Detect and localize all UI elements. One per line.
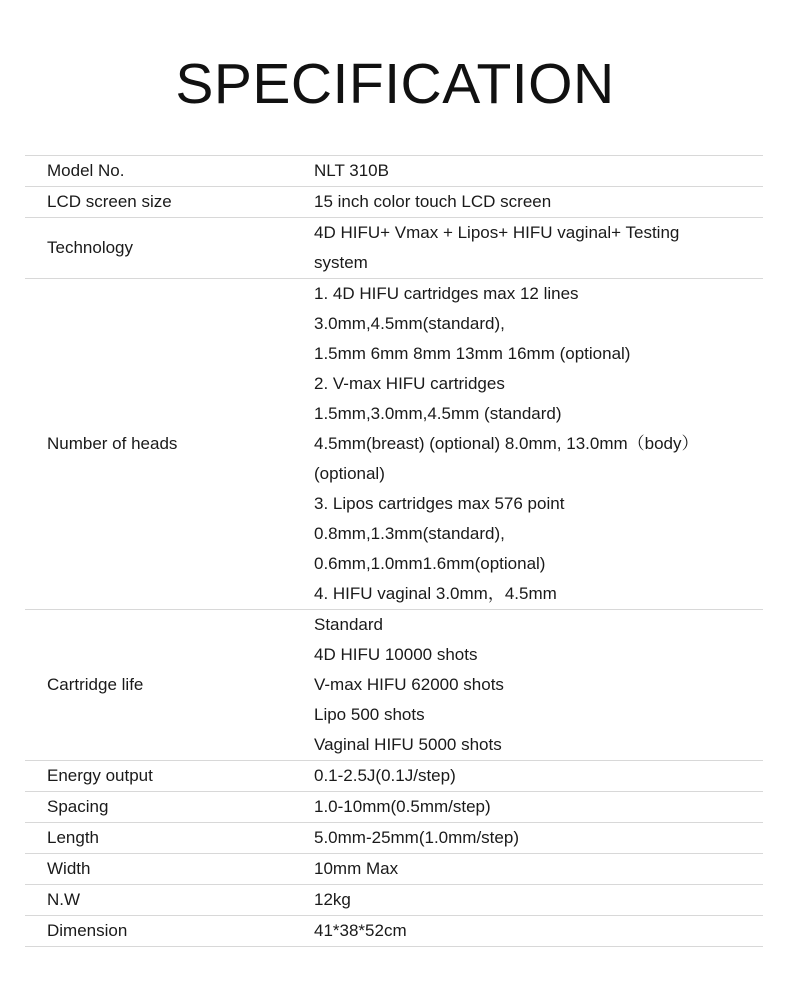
- spec-label-cell: Spacing: [47, 797, 109, 816]
- spec-value-line: 5.0mm-25mm(1.0mm/step): [314, 828, 519, 847]
- table-row: [25, 916, 763, 947]
- spec-value-line: NLT 310B: [314, 161, 389, 180]
- spec-value-cell: [312, 916, 763, 947]
- specification-table-body: [25, 156, 763, 947]
- spec-value-cell: [312, 761, 763, 792]
- spec-value-line: 1.5mm,3.0mm,4.5mm (standard): [314, 404, 562, 423]
- table-row: [25, 610, 763, 761]
- spec-value-line: system: [314, 253, 368, 272]
- table-row: [25, 156, 763, 187]
- spec-label-cell: Energy output: [47, 766, 153, 785]
- table-row: [25, 823, 763, 854]
- spec-value-cell: [312, 792, 763, 823]
- spec-value-line: 0.8mm,1.3mm(standard),: [314, 524, 505, 543]
- spec-value-cell: [312, 187, 763, 218]
- spec-label-cell: Cartridge life: [47, 675, 144, 694]
- table-row: [25, 854, 763, 885]
- table-row: [25, 187, 763, 218]
- spec-value-line: V-max HIFU 62000 shots: [314, 675, 504, 694]
- table-row: [25, 279, 763, 610]
- spec-label-cell: N.W: [47, 890, 81, 909]
- spec-value-cell: [312, 279, 763, 610]
- spec-value-cell: [312, 156, 763, 187]
- spec-value-line: 2. V-max HIFU cartridges: [314, 374, 505, 393]
- spec-value-line: Vaginal HIFU 5000 shots: [314, 735, 502, 754]
- spec-value-line: 1. 4D HIFU cartridges max 12 lines: [314, 284, 579, 303]
- table-row: [25, 792, 763, 823]
- spec-value-cell: [312, 823, 763, 854]
- spec-value-line: 41*38*52cm: [314, 921, 407, 940]
- spec-value-line: 12kg: [314, 890, 351, 909]
- spec-label-cell: Technology: [47, 238, 134, 257]
- spec-value-line: 10mm Max: [314, 859, 399, 878]
- spec-value-line: 0.6mm,1.0mm1.6mm(optional): [314, 554, 546, 573]
- spec-value-line: 15 inch color touch LCD screen: [314, 192, 552, 211]
- spec-label-cell: LCD screen size: [47, 192, 172, 211]
- page-title: SPECIFICATION: [175, 52, 615, 116]
- spec-value-line: (optional): [314, 464, 385, 483]
- table-row: [25, 218, 763, 279]
- spec-value-line: 4D HIFU+ Vmax + Lipos+ HIFU vaginal+ Testing: [314, 223, 680, 242]
- spec-value-line: 4D HIFU 10000 shots: [314, 645, 478, 664]
- spec-value-line: 0.1-2.5J(0.1J/step): [314, 766, 456, 785]
- spec-value-line: Lipo 500 shots: [314, 705, 425, 724]
- spec-label-cell: Dimension: [47, 921, 128, 940]
- spec-label-cell: Model No.: [47, 161, 125, 180]
- spec-value-line: 1.5mm 6mm 8mm 13mm 16mm (optional): [314, 344, 631, 363]
- spec-value-cell: [312, 218, 763, 279]
- spec-value-line: 3.0mm,4.5mm(standard),: [314, 314, 505, 333]
- spec-label-cell: Width: [47, 859, 91, 878]
- spec-label-cell: Number of heads: [47, 434, 178, 453]
- specification-table: [25, 155, 763, 947]
- table-row: [25, 761, 763, 792]
- spec-value-cell: [312, 854, 763, 885]
- table-row: [25, 885, 763, 916]
- spec-value-line: 1.0-10mm(0.5mm/step): [314, 797, 491, 816]
- spec-value-line: 4. HIFU vaginal 3.0mm，4.5mm: [314, 584, 557, 603]
- spec-value-cell: [312, 610, 763, 761]
- spec-value-line: Standard: [314, 615, 383, 634]
- spec-value-cell: [312, 885, 763, 916]
- spec-label-cell: Length: [47, 828, 99, 847]
- spec-value-line: 4.5mm(breast) (optional) 8.0mm, 13.0mm（body）: [314, 434, 699, 453]
- spec-value-line: 3. Lipos cartridges max 576 point: [314, 494, 565, 513]
